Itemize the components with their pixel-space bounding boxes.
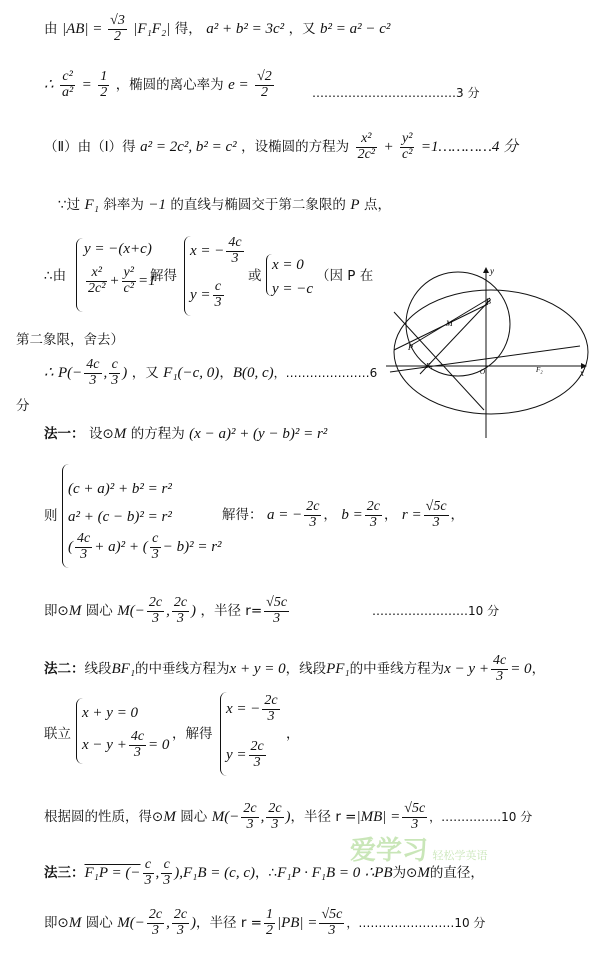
math: a² + (c − b)² = r² (68, 509, 172, 525)
fraction (147, 908, 164, 938)
denominator: 3 (163, 872, 171, 888)
label-f2: F₂ (536, 366, 543, 374)
denominator: 3 (176, 922, 184, 938)
line-5-s1 (190, 236, 246, 266)
line-5-row2 (84, 266, 156, 296)
denominator: 2 (100, 84, 108, 100)
line-4 (58, 196, 391, 214)
score-3: ………………………………3 分 (312, 86, 480, 100)
numerator: 2c (264, 693, 278, 708)
math: , (260, 809, 265, 826)
numerator: √5c (266, 595, 288, 610)
text: （因 P 在 (316, 268, 374, 284)
text: 为⊙ (392, 865, 418, 882)
fraction (86, 266, 107, 296)
denominator: 3 (411, 816, 419, 832)
math: M (68, 603, 82, 620)
numerator: 4c (492, 653, 507, 668)
text: 解得： (222, 507, 263, 524)
fraction (60, 70, 75, 100)
text: 解得 (150, 268, 177, 284)
line-3 (44, 132, 518, 162)
numerator: 2c (173, 907, 188, 922)
math: |MB| = (356, 809, 401, 826)
math: ) (191, 915, 197, 932)
numerator: √5c (425, 499, 447, 514)
text: 得， (174, 21, 202, 38)
text: 的中垂线方程为 (349, 661, 445, 678)
score-10: ……………………10 分 (372, 604, 500, 618)
text: 则 (44, 508, 58, 524)
denominator: 3 (151, 922, 159, 938)
numerator: c (150, 532, 161, 548)
math: |AB| = (61, 21, 107, 38)
text: 圆心 (85, 915, 113, 932)
fraction (98, 70, 109, 100)
text: ， (383, 507, 398, 524)
fraction (109, 358, 120, 388)
fraction (226, 236, 243, 266)
numerator: 2c (173, 595, 188, 610)
math: F₁ (84, 197, 99, 213)
numerator: √3 (110, 13, 125, 28)
numerator: c (109, 358, 120, 374)
line-2 (44, 70, 276, 100)
denominator: 3 (89, 372, 97, 388)
fraction (122, 266, 136, 296)
text: ， (219, 365, 233, 382)
text: ，半径 r = (290, 809, 357, 826)
line-9 (44, 425, 327, 443)
math: F₁B = (c, c) (183, 865, 255, 882)
numerator: 4c (86, 357, 100, 372)
math: M (68, 915, 82, 932)
text: ，半径 r = (196, 915, 262, 932)
fraction (262, 694, 279, 724)
denominator: 3 (496, 668, 504, 684)
math: M(− (117, 915, 145, 932)
text: ，半径 r= (200, 603, 263, 620)
denominator: 3 (111, 372, 119, 388)
line-13-s1 (226, 694, 282, 724)
math: + (383, 139, 394, 156)
text: 的方程为 (130, 426, 185, 442)
numerator: √2 (257, 69, 272, 84)
score-10: ，……………10 分 (429, 810, 533, 825)
line-16 (44, 908, 485, 938)
denominator: 3 (151, 610, 159, 626)
line-13-s2 (226, 740, 268, 770)
fraction (402, 802, 427, 832)
math: |PB| = (276, 915, 318, 932)
method-label: 法二： (44, 661, 85, 678)
math: b² = a² − c² (320, 21, 391, 38)
numerator: y² (402, 131, 413, 146)
math: x = 0 (272, 257, 304, 273)
text: ， (531, 661, 546, 678)
math: x = − (190, 243, 225, 260)
math: B(0, c) (232, 365, 274, 382)
label-p: P (408, 343, 413, 352)
denominator: 3 (246, 816, 254, 832)
math: PB (374, 865, 393, 882)
math: x − y + (444, 661, 489, 678)
math: y = −(x+c) (84, 241, 152, 257)
line-7 (44, 358, 377, 388)
ellipse-figure (380, 262, 592, 440)
math: ∴ (364, 865, 375, 882)
text: 斜率为 (103, 197, 144, 213)
math: x + y = 0 (82, 705, 139, 721)
denominator: 2c² (357, 146, 375, 162)
fraction (365, 500, 382, 530)
text: 根据圆的性质，得⊙ (44, 809, 164, 826)
math: BF₁ (111, 661, 136, 678)
ellipse (394, 290, 588, 414)
math: x − y + (82, 737, 127, 754)
watermark-main: 爱学习 (350, 836, 429, 866)
fraction (129, 730, 146, 760)
method-label: 法三： (44, 865, 85, 882)
fraction (150, 532, 161, 562)
denominator: 3 (432, 514, 440, 530)
line-10-sol (222, 500, 464, 530)
line-10-row3 (68, 532, 222, 562)
denominator: 3 (369, 514, 377, 530)
math: =1 (137, 273, 156, 290)
denominator: 2 (260, 84, 268, 100)
numerator: 2c (148, 595, 163, 610)
text: （Ⅱ）由（Ⅰ）得 (44, 139, 136, 156)
text: ∴由 (44, 268, 67, 284)
denominator: 2 (265, 922, 273, 938)
text: 分 (16, 398, 30, 414)
math: , (155, 865, 160, 882)
numerator: 1 (100, 69, 108, 84)
label-x: x (580, 368, 584, 378)
math: F₁P · F₁B = 0 (277, 865, 361, 882)
text: ， (323, 507, 337, 524)
denominator: 3 (151, 546, 159, 562)
math: , (166, 603, 170, 620)
math: (c + a)² + b² = r² (68, 481, 172, 497)
text: 第二象限，舍去） (16, 332, 124, 348)
score-10: ，……………………10 分 (346, 916, 486, 931)
math: M (417, 865, 430, 882)
numerator: x² (86, 266, 107, 282)
numerator: 2c (243, 801, 257, 816)
text: 圆心 (85, 603, 113, 620)
text: 的中垂线方程为 (135, 661, 230, 678)
math: F₁(−c, 0) (163, 365, 220, 382)
circle-m (406, 272, 510, 376)
denominator: 3 (253, 754, 261, 770)
math: a² = 2c², b² = c² (140, 139, 237, 156)
fraction (249, 740, 266, 770)
label-m: M (446, 319, 453, 328)
fraction (319, 908, 344, 938)
fraction (147, 596, 164, 626)
numerator: 2c (250, 739, 264, 754)
math: M (163, 809, 176, 826)
text: 圆心 (180, 809, 208, 826)
math: − b)² = r² (162, 539, 222, 556)
line-12 (44, 654, 545, 684)
math: ( (68, 539, 73, 556)
math: −1 (148, 197, 166, 213)
numerator: 4c (77, 531, 91, 546)
denominator: 3 (231, 250, 239, 266)
numerator: y² (123, 265, 134, 280)
denominator: 3 (267, 708, 275, 724)
line-14 (44, 802, 532, 832)
math: =1…………4 分 (420, 139, 519, 156)
math: M(− (117, 603, 145, 620)
text: ，解得 (172, 726, 213, 742)
fraction (143, 858, 154, 888)
math: + a)² + ( (94, 539, 148, 556)
fraction (255, 70, 274, 100)
math: x + y = 0 (229, 661, 286, 678)
math: a = − (266, 507, 303, 524)
math: a² + b² = 3c² (206, 21, 285, 38)
label-b: B (486, 297, 491, 306)
fraction (84, 358, 101, 388)
label-y: y (490, 266, 494, 276)
math: = 0 (148, 737, 170, 754)
math: + (109, 273, 120, 290)
brace (76, 238, 83, 312)
denominator: 2 (114, 28, 121, 44)
text: 即⊙ (44, 915, 69, 932)
math: ) (285, 809, 291, 826)
denominator: 3 (176, 610, 184, 626)
text: ，设椭圆的方程为 (241, 139, 350, 156)
numerator: x² (356, 132, 377, 148)
fraction (161, 858, 172, 888)
numerator: √5c (321, 907, 343, 922)
line-11 (44, 596, 291, 626)
denominator: 3 (133, 744, 141, 760)
therefore: ∴ (44, 77, 54, 94)
fraction (356, 132, 377, 162)
fraction (491, 654, 508, 684)
math: , (103, 365, 108, 382)
text: ∵过 (58, 197, 81, 213)
text: ，又 (288, 21, 316, 38)
text: 设⊙ (88, 426, 114, 442)
math: M (113, 426, 127, 442)
numerator: c (161, 858, 172, 874)
math: ) (122, 365, 128, 382)
math: PF₁ (326, 661, 350, 678)
numerator: 2c (366, 499, 380, 514)
line-5-s2 (190, 280, 226, 310)
fraction (241, 802, 258, 832)
denominator: 3 (144, 872, 152, 888)
fraction (172, 596, 189, 626)
math: ), (174, 865, 184, 882)
fraction (266, 802, 283, 832)
denominator: c² (402, 146, 413, 162)
math: x = − (226, 701, 261, 718)
fraction (424, 500, 449, 530)
watermark-sub: 轻松学英语 (432, 849, 488, 862)
fraction (213, 280, 224, 310)
fraction (264, 596, 289, 626)
math: M(− (211, 809, 240, 826)
label-o: O (480, 368, 486, 376)
text: 即⊙ (44, 603, 69, 620)
denominator: c² (123, 280, 134, 296)
text: 的直径， (429, 865, 484, 882)
label-f1: F₁ (426, 362, 433, 370)
text: 的直线与椭圆交于第二象限的 (170, 197, 346, 213)
math: y = (226, 747, 247, 764)
fraction (75, 532, 92, 562)
numerator: 2c (306, 499, 320, 514)
numerator: c (143, 858, 154, 874)
text: 或 (248, 268, 262, 284)
score-6: ，…………………6 (273, 366, 378, 381)
line-15 (44, 858, 484, 888)
math: b = (341, 507, 363, 524)
method-label: 法一： (44, 426, 85, 442)
numerator: √5c (404, 801, 426, 816)
numerator: 1 (265, 907, 273, 922)
denominator: 2c² (88, 280, 106, 296)
fraction (172, 908, 189, 938)
math: = 0 (510, 661, 532, 678)
text: 由 (44, 21, 58, 38)
fraction (264, 908, 275, 938)
math: = (81, 77, 92, 94)
math: ) (191, 603, 197, 620)
math: P(− (58, 365, 83, 382)
numerator: c (213, 280, 224, 296)
numerator: 4c (130, 729, 145, 744)
denominator: 3 (80, 546, 88, 562)
text: ， (450, 507, 465, 524)
math: F₁P = (− (84, 865, 141, 882)
denominator: 3 (273, 610, 281, 626)
text: ，椭圆的离心率为 (115, 77, 224, 94)
text: ，线段 (285, 661, 327, 678)
denominator: 3 (328, 922, 336, 938)
numerator: 2c (268, 801, 282, 816)
fraction (400, 132, 414, 162)
text: 点， (364, 197, 391, 213)
denominator: a² (62, 84, 74, 100)
text: ，∴ (254, 865, 278, 882)
text: 联立 (44, 726, 71, 742)
math: ∴ (44, 365, 54, 382)
line-13-row2 (82, 730, 169, 760)
text: ，又 (131, 365, 159, 382)
math: P (350, 197, 360, 213)
line-1 (44, 14, 390, 44)
denominator: 3 (271, 816, 279, 832)
fraction (304, 500, 321, 530)
fraction (108, 14, 127, 44)
math: e = (228, 77, 249, 94)
numerator: 2c (148, 907, 163, 922)
text: 线段 (84, 661, 112, 678)
text: ， (286, 726, 300, 742)
math: y = −c (272, 281, 314, 297)
math: |F₁F₂| (133, 21, 171, 38)
math: y = (190, 287, 211, 304)
numerator: 4c (228, 235, 242, 250)
math: r = (401, 507, 422, 524)
denominator: 3 (309, 514, 317, 530)
math: (x − a)² + (y − b)² = r² (189, 426, 328, 442)
denominator: 3 (214, 294, 222, 310)
numerator: c² (60, 70, 75, 86)
math: , (166, 915, 170, 932)
